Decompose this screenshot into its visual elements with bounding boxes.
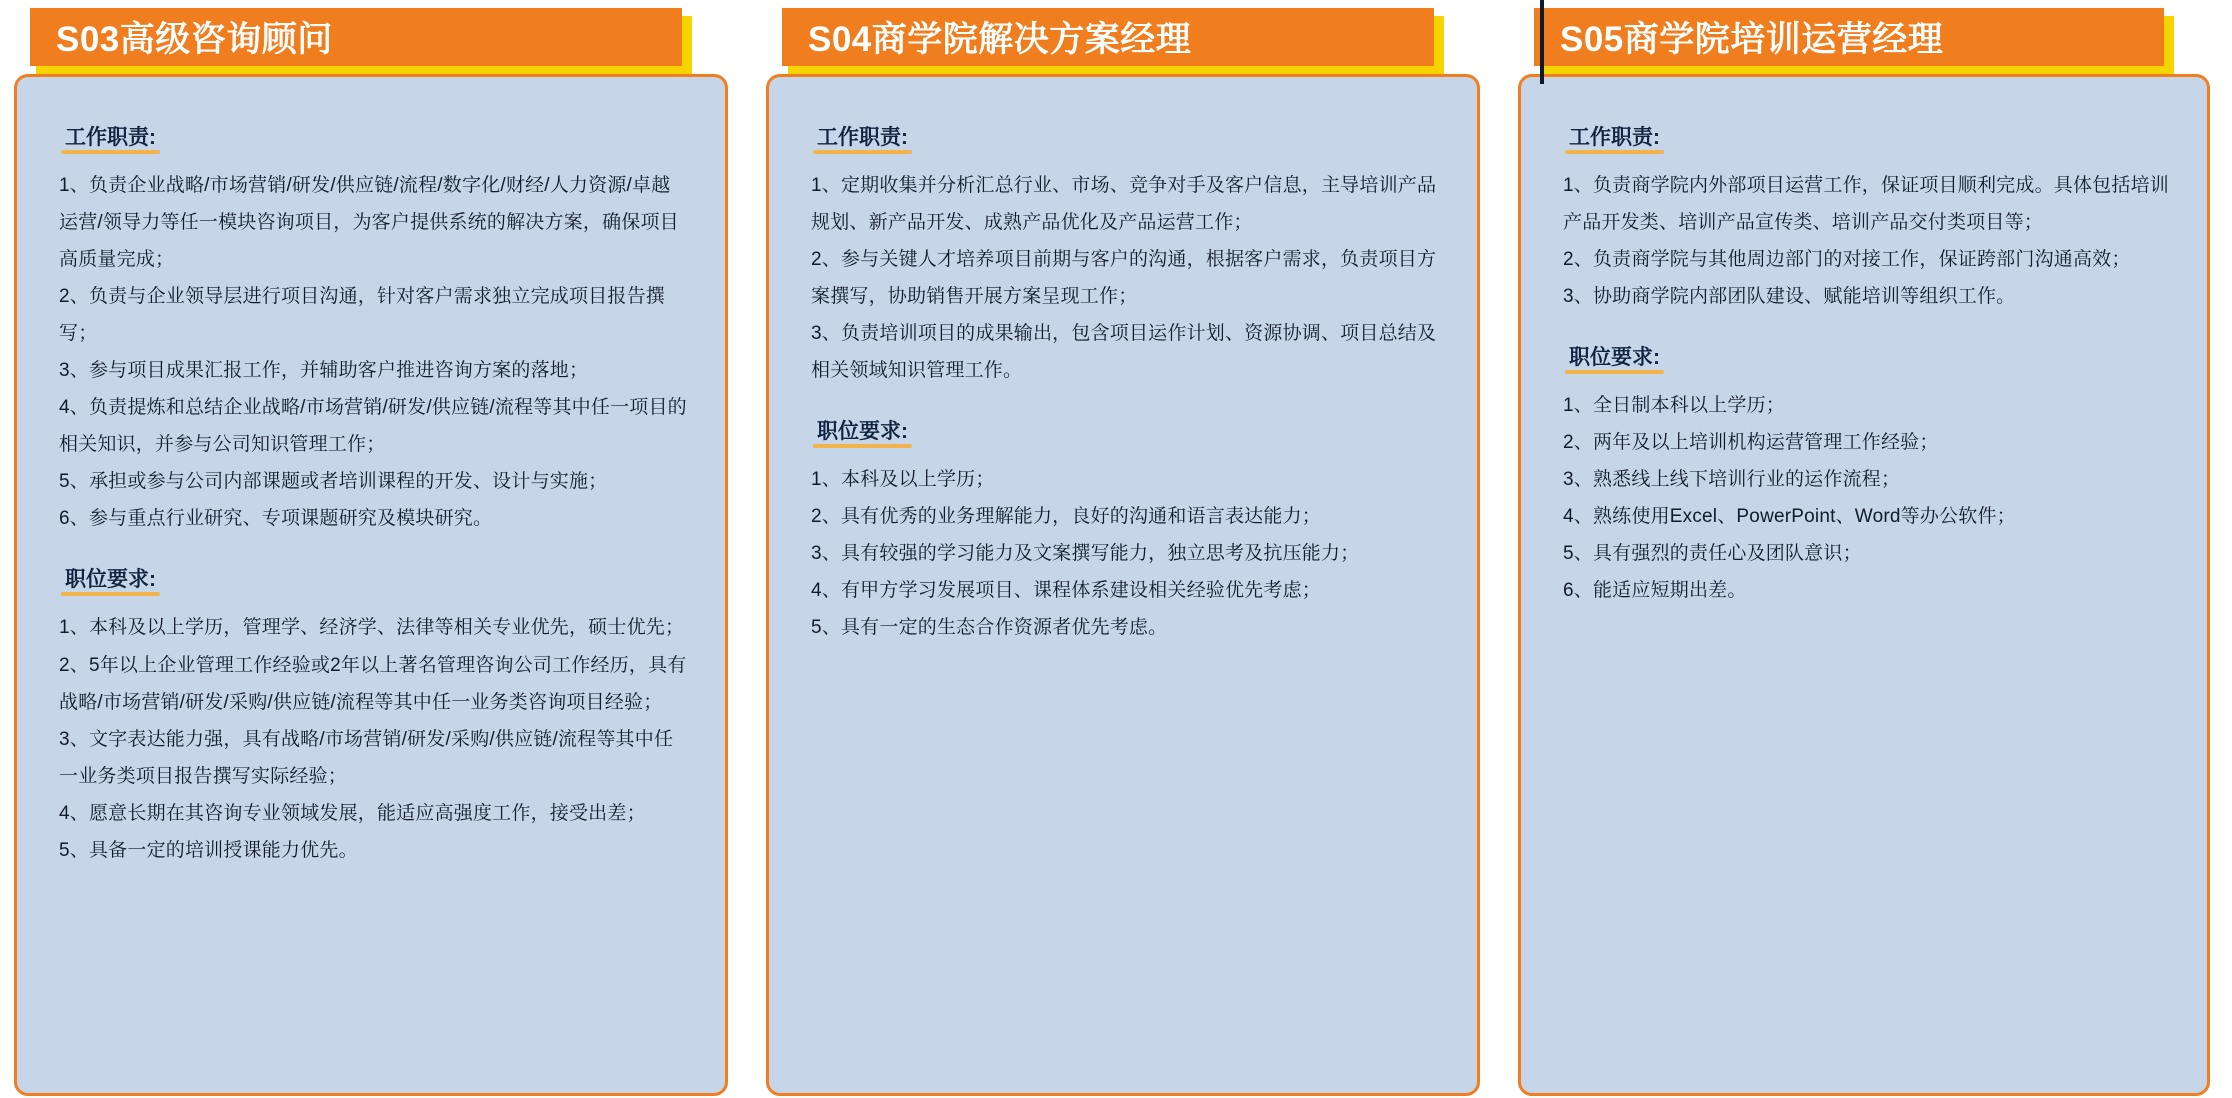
requirement-item: 5、具有强烈的责任心及团队意识；: [1563, 543, 1862, 565]
section-heading-duties-3: 工作职责:: [1569, 121, 1660, 153]
section-heading-duties-2: 工作职责:: [817, 121, 908, 153]
duty-item: 2、参与关键人才培养项目前期与客户的沟通，根据客户需求，负责项目方案撰写，协助销售开展方案呈现工作；: [811, 249, 1437, 308]
section-heading-requirements-2: 职位要求:: [817, 415, 908, 447]
requirement-item: 4、愿意长期在其咨询专业领域发展，能适应高强度工作，接受出差；: [59, 802, 646, 824]
requirement-item: 3、文字表达能力强，具有战略/市场营销/研发/采购/供应链/流程等其中任一业务类项目报告撰写实际经验；: [59, 728, 674, 787]
job-card-content-3: [1521, 77, 2207, 1093]
job-card-column-2: [752, 0, 1504, 1096]
column-divider: [1540, 0, 1544, 84]
requirement-item: 2、具有优秀的业务理解能力，良好的沟通和语言表达能力；: [811, 506, 1321, 528]
duty-item: 1、负责商学院内外部项目运营工作，保证项目顺利完成。具体包括培训产品开发类、培训产品宣传类、培训产品交付类项目等；: [1563, 175, 2169, 234]
requirement-item: 4、有甲方学习发展项目、课程体系建设相关经验优先考虑；: [811, 580, 1321, 602]
requirement-item: 2、5年以上企业管理工作经验或2年以上著名管理咨询公司工作经历，具有战略/市场营销/研发/采购/供应链/流程等其中任一业务类咨询项目经验；: [59, 654, 687, 713]
duty-item: 2、负责商学院与其他周边部门的对接工作，保证跨部门沟通高效；: [1563, 249, 2131, 271]
requirement-item: 1、本科及以上学历，管理学、经济学、法律等相关专业优先，硕士优先；: [59, 617, 685, 639]
requirement-item: 3、具有较强的学习能力及文案撰写能力，独立思考及抗压能力；: [811, 543, 1360, 565]
job-card-content-2: [769, 77, 1477, 1093]
duty-item: 6、参与重点行业研究、专项课题研究及模块研究。: [59, 508, 493, 530]
job-card-column-1: [0, 0, 752, 1096]
requirement-item: 2、两年及以上培训机构运营管理工作经验；: [1563, 432, 1939, 454]
job-title-ribbon-3: [1534, 8, 2164, 74]
job-title-3: S05商学院培训运营经理: [1560, 20, 1944, 59]
job-title-ribbon-1: [30, 8, 682, 74]
job-title-2: S04商学院解决方案经理: [808, 20, 1192, 59]
job-title-ribbon-2: [782, 8, 1434, 74]
job-card-content-1: [17, 77, 725, 1093]
duty-item: 5、承担或参与公司内部课题或者培训课程的开发、设计与实施；: [59, 471, 608, 493]
duty-item: 1、定期收集并分析汇总行业、市场、竞争对手及客户信息，主导培训产品规划、新产品开发、成熟产品优化及产品运营工作；: [811, 175, 1437, 234]
requirement-item: 3、熟悉线上线下培训行业的运作流程；: [1563, 469, 1901, 491]
title-bar-1: [30, 8, 682, 66]
title-bar-2: [782, 8, 1434, 66]
section-heading-requirements-3: 职位要求:: [1569, 341, 1660, 373]
job-title-1: S03高级咨询顾问: [56, 20, 333, 59]
duty-item: 3、参与项目成果汇报工作，并辅助客户推进咨询方案的落地；: [59, 360, 589, 382]
duty-item: 4、负责提炼和总结企业战略/市场营销/研发/供应链/流程等其中任一项目的相关知识，并参与公司知识管理工作；: [59, 397, 687, 456]
section-heading-duties-1: 工作职责:: [65, 121, 156, 153]
job-card-3: [1518, 74, 2210, 1096]
requirement-item: 6、能适应短期出差。: [1563, 580, 1747, 602]
requirement-item: 5、具备一定的培训授课能力优先。: [59, 839, 358, 861]
section-heading-requirements-1: 职位要求:: [65, 563, 156, 595]
duty-item: 3、负责培训项目的成果输出，包含项目运作计划、资源协调、项目总结及相关领域知识管理工作。: [811, 323, 1437, 382]
duty-item: 3、协助商学院内部团队建设、赋能培训等组织工作。: [1563, 286, 2016, 308]
requirement-item: 4、熟练使用Excel、PowerPoint、Word等办公软件；: [1563, 506, 2016, 528]
duty-item: 1、负责企业战略/市场营销/研发/供应链/流程/数字化/财经/人力资源/卓越运营/领导力等任一模块咨询项目，为客户提供系统的解决方案，确保项目高质量完成；: [59, 175, 679, 271]
requirement-item: 5、具有一定的生态合作资源者优先考虑。: [811, 617, 1168, 639]
job-card-column-3: [1504, 0, 2232, 1096]
title-bar-3: [1534, 8, 2164, 66]
duty-item: 2、负责与企业领导层进行项目沟通，针对客户需求独立完成项目报告撰写；: [59, 286, 665, 345]
job-card-2: [766, 74, 1480, 1096]
requirement-item: 1、本科及以上学历；: [811, 469, 995, 491]
job-card-1: [14, 74, 728, 1096]
requirement-item: 1、全日制本科以上学历；: [1563, 395, 1785, 417]
